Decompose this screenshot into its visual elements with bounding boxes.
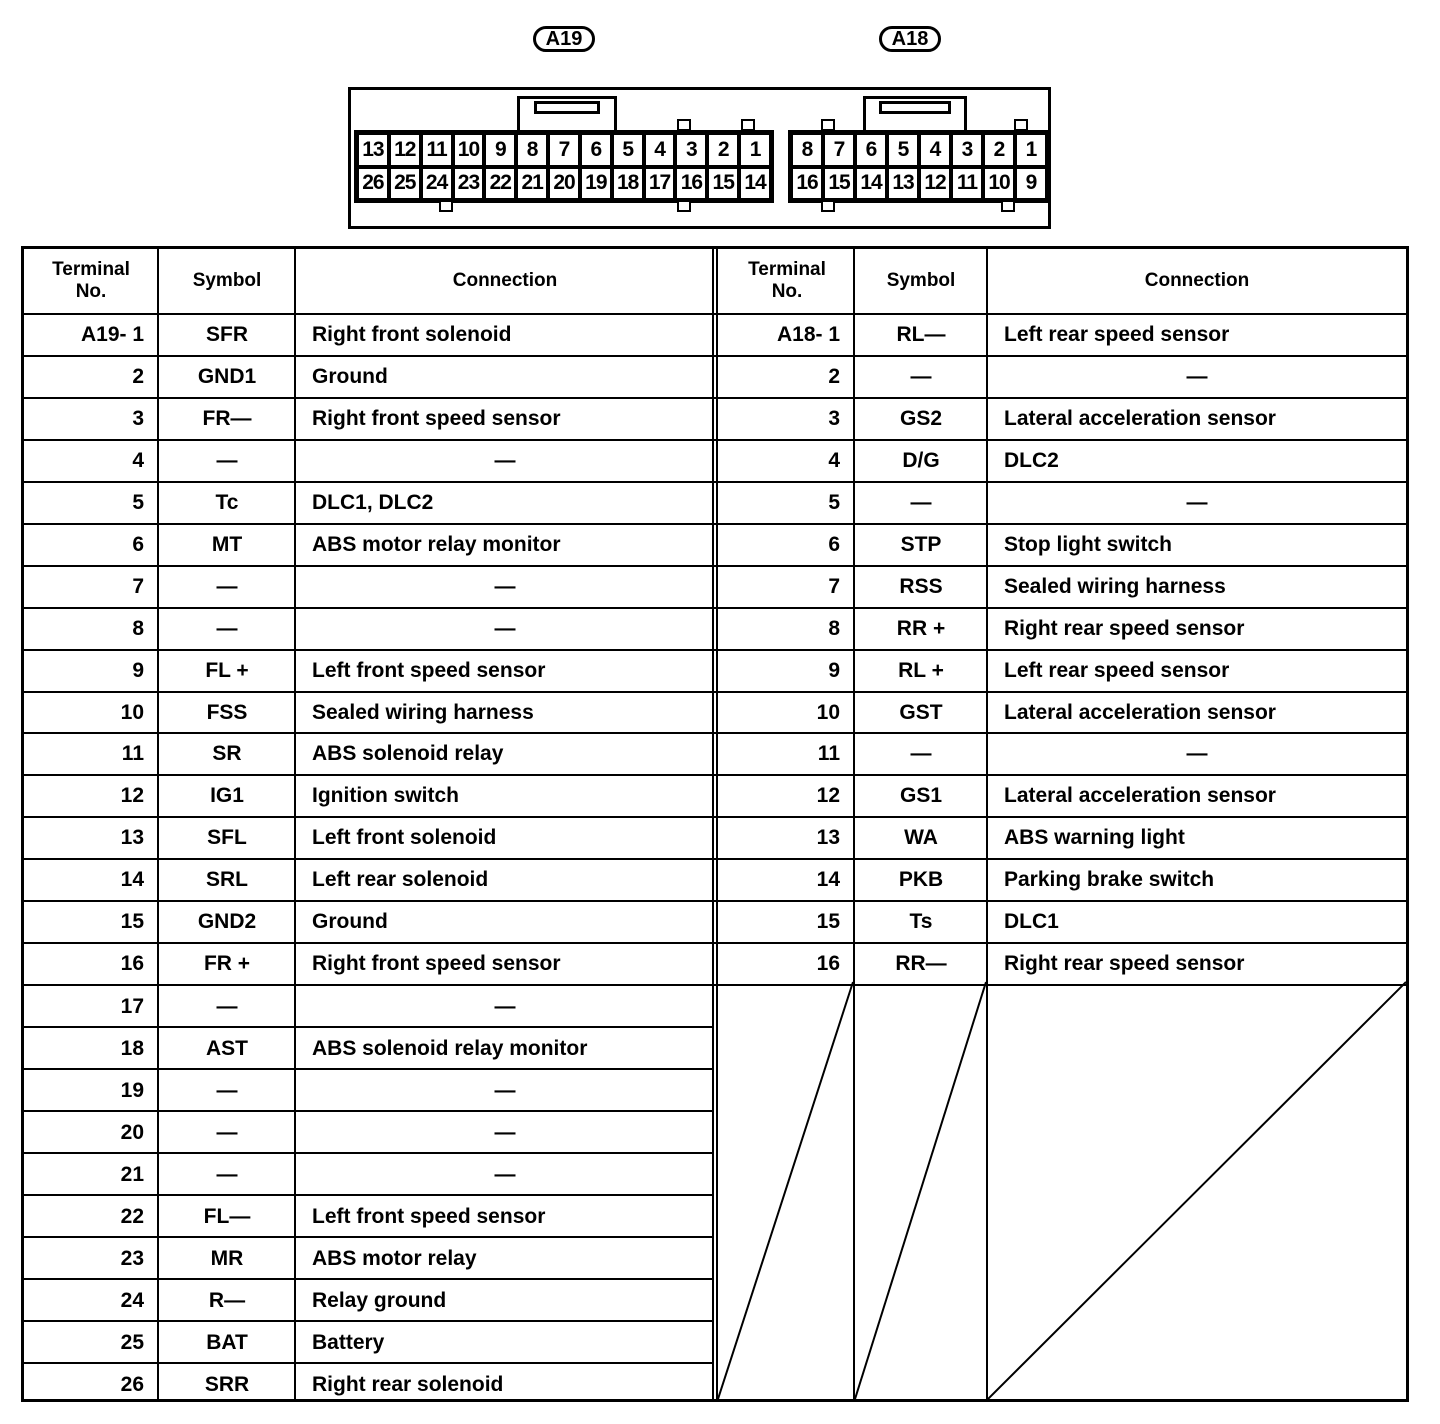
pin-a18: 4 [919,133,951,167]
pin-a19: 2 [707,133,739,167]
connection: ABS solenoid relay monitor [312,1037,588,1061]
pin-a19: 23 [453,167,485,201]
connector-housing [348,87,1051,229]
terminal-number: 2 [132,364,144,388]
terminal-number: 4 [132,448,144,472]
symbol: — [216,574,238,598]
connection: Battery [312,1330,385,1354]
pin-a18: 12 [919,167,951,201]
pin-a19: 1 [739,133,771,167]
connection: — [1186,490,1208,514]
key-tab [1014,119,1028,131]
pin-a18: 15 [823,167,855,201]
terminal-number: 14 [120,868,144,892]
pin-a19: 20 [548,167,580,201]
connection: Lateral acceleration sensor [1004,784,1276,808]
pin-a18: 16 [791,167,823,201]
pin-a19: 3 [675,133,707,167]
pin-a18: 6 [855,133,887,167]
terminal-number: 26 [120,1372,144,1396]
pin-a19: 26 [357,167,389,201]
terminal-number: 10 [120,700,144,724]
symbol: FL— [203,1204,251,1228]
connection: Left rear speed sensor [1004,322,1230,346]
connection: Stop light switch [1004,532,1172,556]
terminal-number: 23 [120,1246,144,1270]
pin-a19: 14 [739,167,771,201]
latch-a18-slot [879,101,951,114]
connector-a19-pins [354,130,774,203]
connection: ABS motor relay [312,1246,477,1270]
connection: — [494,574,516,598]
pin-a19: 17 [644,167,676,201]
pin-a19: 18 [612,167,644,201]
terminal-number: 20 [120,1121,144,1145]
terminal-number: 17 [120,995,144,1019]
terminal-number: 24 [120,1288,144,1312]
connection: Sealed wiring harness [312,700,534,724]
symbol: — [216,448,238,472]
connection: — [494,1079,516,1103]
connection: ABS solenoid relay [312,742,504,766]
terminal-number: 12 [816,784,840,808]
terminal-number: 21 [120,1162,144,1186]
terminal-number: 19 [120,1079,144,1103]
connection: Relay ground [312,1288,447,1312]
symbol: — [910,742,932,766]
symbol: RR + [896,616,946,640]
symbol: Ts [909,910,933,934]
key-tab [677,200,691,212]
symbol: FSS [206,700,248,724]
connection: — [1186,364,1208,388]
header-connection-left: Connection [452,270,558,291]
terminal-number: 8 [132,616,144,640]
terminal-number: 5 [828,490,840,514]
key-tab [439,200,453,212]
terminal-number: 25 [120,1330,144,1354]
header-symbol-left: Symbol [192,270,262,291]
terminal-number: 16 [120,952,144,976]
connection: Ground [312,364,388,388]
terminal-number: 2 [828,364,840,388]
symbol: GND1 [197,364,257,388]
symbol: RL— [896,322,946,346]
symbol: FR— [202,406,252,430]
connection: — [494,995,516,1019]
header-terminal-right: Terminal No. [748,259,826,302]
key-tab [741,119,755,131]
symbol: SR [212,742,242,766]
latch-a19-slot [534,101,600,114]
symbol: RL + [898,658,944,682]
pin-a19: 4 [644,133,676,167]
pin-a19: 12 [389,133,421,167]
connection: — [1186,742,1208,766]
terminal-number: 11 [817,742,840,766]
pin-a19: 5 [612,133,644,167]
symbol: — [216,995,238,1019]
symbol: D/G [902,448,940,472]
strike-line-terminal [718,982,853,1399]
symbol: — [910,364,932,388]
symbol: GST [899,700,943,724]
symbol: — [216,1162,238,1186]
connector-label-a19: A19 [533,26,595,52]
connection: — [494,616,516,640]
header-terminal-left: Terminal No. [52,259,130,302]
terminal-table [21,246,1409,1402]
connection: Sealed wiring harness [1004,574,1226,598]
strike-line-connection [988,982,1406,1399]
terminal-number: 9 [132,658,144,682]
connection: Left front speed sensor [312,1204,546,1228]
pin-a19: 25 [389,167,421,201]
symbol: FR + [203,952,251,976]
terminal-number: 4 [828,448,840,472]
symbol: GS1 [899,784,943,808]
connection: — [494,1121,516,1145]
strike-line-symbol [855,982,986,1399]
symbol: WA [904,826,938,850]
symbol: SFL [207,826,247,850]
connection: ABS warning light [1004,826,1185,850]
pin-a18: 9 [1015,167,1047,201]
pin-a19: 19 [580,167,612,201]
pin-a19: 10 [453,133,485,167]
terminal-number: 8 [828,616,840,640]
terminal-number: 22 [120,1204,144,1228]
pin-a18: 13 [887,167,919,201]
connector-a18-pins [788,130,1050,203]
symbol: SRR [204,1372,250,1396]
connection: Left front speed sensor [312,658,546,682]
symbol: FL + [205,658,249,682]
symbol: GND2 [197,910,257,934]
symbol: — [216,1121,238,1145]
pin-a19: 8 [516,133,548,167]
pin-a18: 1 [1015,133,1047,167]
symbol: R— [208,1288,246,1312]
symbol: MT [211,532,243,556]
connection: Lateral acceleration sensor [1004,700,1276,724]
connector-label-a18: A18 [879,26,941,52]
symbol: IG1 [210,784,244,808]
connection: Ground [312,910,388,934]
pin-a19: 21 [516,167,548,201]
terminal-number: 3 [828,406,840,430]
terminal-number: A18- 1 [776,322,840,346]
header-connection-right: Connection [1144,270,1250,291]
terminal-number: 16 [816,952,840,976]
symbol: — [216,616,238,640]
symbol: — [216,1079,238,1103]
connection: Lateral acceleration sensor [1004,406,1276,430]
pin-a18: 8 [791,133,823,167]
pin-a18: 3 [951,133,983,167]
pin-a19: 7 [548,133,580,167]
terminal-number: 13 [816,826,840,850]
terminal-number: 12 [120,784,144,808]
symbol: STP [900,532,942,556]
terminal-number: 18 [120,1037,144,1061]
terminal-number: 11 [121,742,144,766]
connection: — [494,1162,516,1186]
pin-a19: 13 [357,133,389,167]
connection: Ignition switch [312,784,459,808]
terminal-number: 15 [816,910,840,934]
pin-a19: 11 [421,133,453,167]
connection: Right rear speed sensor [1004,616,1245,640]
connection: Right rear speed sensor [1004,952,1245,976]
pin-a19: 9 [484,133,516,167]
connection: Left rear solenoid [312,868,489,892]
pin-a18: 2 [983,133,1015,167]
connection: DLC1 [1004,910,1059,934]
pin-a18: 7 [823,133,855,167]
terminal-number: 6 [132,532,144,556]
key-tab [821,200,835,212]
symbol: RR— [895,952,947,976]
unused-cells-strike [24,249,1406,1399]
terminal-number: 3 [132,406,144,430]
terminal-number: 5 [132,490,144,514]
terminal-number: 10 [816,700,840,724]
key-tab [1001,200,1015,212]
connection: Left rear speed sensor [1004,658,1230,682]
key-tab [677,119,691,131]
pin-a19: 22 [484,167,516,201]
pin-a18: 5 [887,133,919,167]
connection: Right front speed sensor [312,952,561,976]
terminal-number: 13 [120,826,144,850]
symbol: SRL [206,868,248,892]
pin-a19: 6 [580,133,612,167]
connection: — [494,448,516,472]
terminal-number: 14 [816,868,840,892]
pin-a18: 14 [855,167,887,201]
terminal-number: 7 [132,574,144,598]
symbol: RSS [899,574,943,598]
symbol: — [910,490,932,514]
pin-a18: 11 [951,167,983,201]
terminal-number: 6 [828,532,840,556]
terminal-number: 15 [120,910,144,934]
pin-a18: 10 [983,167,1015,201]
terminal-number: 9 [828,658,840,682]
connection: ABS motor relay monitor [312,532,561,556]
connection: DLC2 [1004,448,1059,472]
symbol: Tc [215,490,239,514]
symbol: SFR [206,322,248,346]
terminal-number: 7 [828,574,840,598]
symbol: BAT [206,1330,248,1354]
terminal-number: A19- 1 [80,322,144,346]
pin-a19: 24 [421,167,453,201]
connection: Right front solenoid [312,322,512,346]
pin-a19: 15 [707,167,739,201]
symbol: PKB [898,868,944,892]
key-tab [821,119,835,131]
connection: Right rear solenoid [312,1372,504,1396]
header-symbol-right: Symbol [886,270,956,291]
symbol: GS2 [899,406,943,430]
connection: DLC1, DLC2 [312,490,434,514]
symbol: AST [206,1037,248,1061]
pin-a19: 16 [675,167,707,201]
connection: Parking brake switch [1004,868,1215,892]
connection: Right front speed sensor [312,406,561,430]
symbol: MR [210,1246,244,1270]
connection: Left front solenoid [312,826,497,850]
